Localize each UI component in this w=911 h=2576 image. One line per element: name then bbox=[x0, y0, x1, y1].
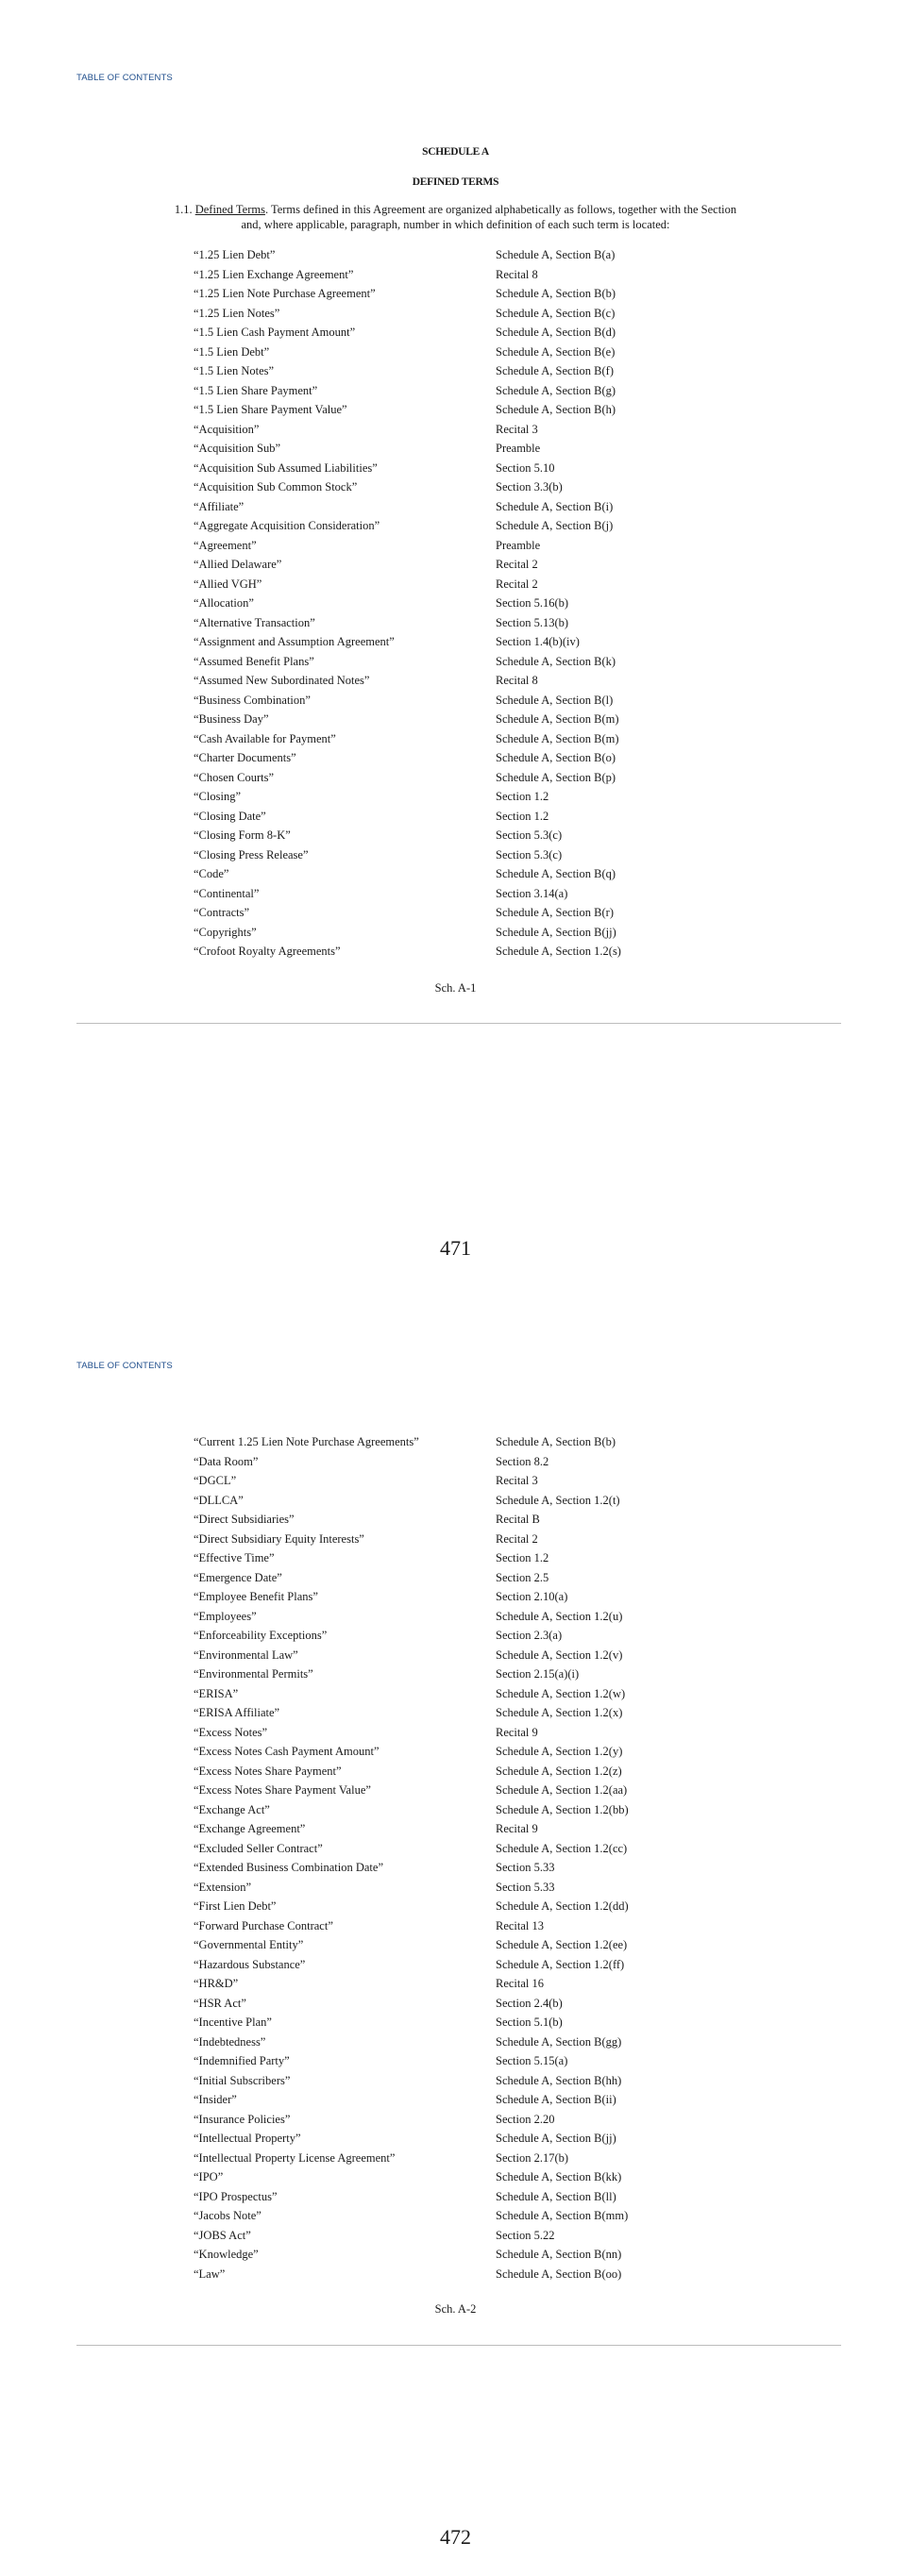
defined-term: “Closing” bbox=[194, 790, 241, 803]
term-row bbox=[194, 671, 684, 691]
term-row bbox=[194, 1878, 684, 1898]
defined-term: “Assumed Benefit Plans” bbox=[194, 654, 314, 668]
term-reference: Section 1.2 bbox=[496, 809, 549, 823]
term-row bbox=[194, 1994, 684, 2014]
term-row bbox=[194, 536, 684, 556]
term-row bbox=[194, 459, 684, 478]
term-row bbox=[194, 2129, 684, 2149]
term-reference: Schedule A, Section B(k) bbox=[496, 654, 616, 668]
term-reference: Schedule A, Section B(g) bbox=[496, 383, 616, 397]
term-row bbox=[194, 923, 684, 943]
term-reference: Schedule A, Section B(kk) bbox=[496, 2170, 622, 2183]
term-reference: Schedule A, Section B(b) bbox=[496, 1435, 616, 1448]
term-reference: Section 2.5 bbox=[496, 1570, 549, 1584]
term-reference: Section 5.33 bbox=[496, 1880, 555, 1894]
defined-term: “1.25 Lien Exchange Agreement” bbox=[194, 267, 354, 281]
term-reference: Schedule A, Section 1.2(s) bbox=[496, 945, 621, 958]
term-reference: Recital 9 bbox=[496, 1822, 538, 1835]
term-row bbox=[194, 787, 684, 807]
defined-term: “DLLCA” bbox=[194, 1493, 244, 1507]
term-row bbox=[194, 2013, 684, 2032]
defined-term: “Contracts” bbox=[194, 906, 250, 919]
term-row bbox=[194, 265, 684, 285]
term-reference: Recital 9 bbox=[496, 1725, 538, 1739]
defined-term: “1.5 Lien Share Payment Value” bbox=[194, 403, 347, 416]
defined-term: “Acquisition Sub Assumed Liabilities” bbox=[194, 460, 378, 475]
term-reference: Schedule A, Section 1.2(x) bbox=[496, 1706, 623, 1719]
term-row bbox=[194, 1664, 684, 1684]
defined-term: “Environmental Law” bbox=[194, 1648, 298, 1662]
term-row bbox=[194, 1626, 684, 1646]
defined-term: “Excess Notes” bbox=[194, 1725, 268, 1739]
term-reference: Recital 8 bbox=[496, 267, 538, 281]
term-reference: Section 5.3(c) bbox=[496, 847, 563, 861]
term-reference: Schedule A, Section 1.2(ee) bbox=[496, 1938, 628, 1951]
term-reference: Section 5.3(c) bbox=[496, 828, 563, 842]
intro-paragraph bbox=[170, 202, 741, 232]
term-row bbox=[194, 768, 684, 788]
term-reference: Schedule A, Section 1.2(w) bbox=[496, 1686, 626, 1700]
term-row bbox=[194, 942, 684, 962]
term-reference: Recital 16 bbox=[496, 1977, 545, 1990]
table-of-contents-link[interactable]: TABLE OF CONTENTS bbox=[76, 1361, 173, 1371]
defined-term: “Allocation” bbox=[194, 596, 254, 610]
defined-term: “Exchange Act” bbox=[194, 1802, 270, 1816]
term-reference: Schedule A, Section B(m) bbox=[496, 712, 619, 726]
term-row bbox=[194, 2090, 684, 2110]
defined-term: “Knowledge” bbox=[194, 2248, 259, 2261]
defined-term: “Closing Date” bbox=[194, 809, 266, 823]
term-reference: Section 5.1(b) bbox=[496, 2016, 563, 2029]
defined-terms-list-page-1 bbox=[194, 245, 684, 962]
defined-term: “Allied Delaware” bbox=[194, 558, 282, 571]
term-row bbox=[194, 343, 684, 362]
term-reference: Section 2.15(a)(i) bbox=[496, 1667, 580, 1681]
term-reference: Recital B bbox=[496, 1513, 540, 1526]
term-row bbox=[194, 420, 684, 440]
term-row bbox=[194, 1762, 684, 1781]
term-reference: Schedule A, Section 1.2(v) bbox=[496, 1648, 623, 1662]
term-reference: Section 8.2 bbox=[496, 1454, 549, 1468]
term-reference: Section 2.3(a) bbox=[496, 1629, 563, 1642]
term-row bbox=[194, 2032, 684, 2052]
intro-body: . Terms defined in this Agreement are organized alphabetically as follows, together with the Section and, where applicable, paragraph, number in which definition of each such term is located: bbox=[241, 203, 737, 231]
term-row bbox=[194, 691, 684, 711]
term-row bbox=[194, 1510, 684, 1530]
term-reference: Schedule A, Section B(m) bbox=[496, 731, 619, 745]
term-row bbox=[194, 1452, 684, 1472]
defined-term: “Acquisition” bbox=[194, 422, 260, 436]
term-reference: Section 5.16(b) bbox=[496, 596, 569, 610]
defined-term: “Code” bbox=[194, 867, 229, 880]
term-reference: Schedule A, Section B(h) bbox=[496, 403, 616, 416]
defined-term: “Continental” bbox=[194, 886, 260, 900]
intro-underlined-heading: Defined Terms bbox=[194, 203, 265, 216]
defined-term: “1.25 Lien Notes” bbox=[194, 306, 280, 320]
term-reference: Section 2.20 bbox=[496, 2112, 555, 2126]
term-reference: Recital 2 bbox=[496, 1531, 538, 1546]
term-reference: Schedule A, Section 1.2(bb) bbox=[496, 1802, 629, 1816]
defined-terms-list-page-2 bbox=[194, 1432, 684, 2283]
defined-term: “Business Day” bbox=[194, 712, 269, 726]
defined-term: “ERISA Affiliate” bbox=[194, 1706, 280, 1719]
term-reference: Recital 13 bbox=[496, 1918, 545, 1932]
term-row bbox=[194, 2110, 684, 2130]
term-reference: Recital 3 bbox=[496, 1474, 538, 1487]
defined-term: “Emergence Date” bbox=[194, 1570, 282, 1584]
term-row bbox=[194, 2226, 684, 2246]
term-row bbox=[194, 1916, 684, 1936]
defined-term: “1.5 Lien Notes” bbox=[194, 364, 275, 377]
term-row bbox=[194, 1432, 684, 1452]
term-row bbox=[194, 304, 684, 324]
term-reference: Schedule A, Section B(b) bbox=[496, 287, 616, 300]
term-row bbox=[194, 903, 684, 923]
defined-term: “Closing Form 8-K” bbox=[194, 828, 291, 842]
term-row bbox=[194, 2051, 684, 2071]
term-reference: Schedule A, Section 1.2(u) bbox=[496, 1609, 623, 1623]
term-row bbox=[194, 1839, 684, 1859]
term-reference: Schedule A, Section 1.2(t) bbox=[496, 1493, 620, 1507]
term-row bbox=[194, 1587, 684, 1607]
page-footer: Sch. A-2 bbox=[434, 2302, 477, 2316]
defined-term: “1.5 Lien Cash Payment Amount” bbox=[194, 326, 356, 339]
defined-term: “Employees” bbox=[194, 1609, 257, 1623]
term-row bbox=[194, 1819, 684, 1839]
section-title: DEFINED TERMS bbox=[412, 176, 499, 188]
defined-term: “DGCL” bbox=[194, 1474, 237, 1487]
defined-term: “Forward Purchase Contract” bbox=[194, 1918, 333, 1932]
term-reference: Schedule A, Section B(j) bbox=[496, 519, 614, 532]
term-row bbox=[194, 1858, 684, 1878]
defined-term: “Initial Subscribers” bbox=[194, 2073, 291, 2087]
term-reference: Section 1.2 bbox=[496, 1551, 549, 1564]
term-row bbox=[194, 2187, 684, 2207]
term-reference: Schedule A, Section B(oo) bbox=[496, 2267, 622, 2281]
defined-term: “Cash Available for Payment” bbox=[194, 731, 336, 745]
defined-term: “Incentive Plan” bbox=[194, 2016, 272, 2029]
term-reference: Section 2.17(b) bbox=[496, 2150, 569, 2165]
term-reference: Schedule A, Section B(p) bbox=[496, 770, 616, 784]
defined-term: “1.25 Lien Debt” bbox=[194, 248, 276, 261]
term-row bbox=[194, 323, 684, 343]
defined-term: “Governmental Entity” bbox=[194, 1938, 304, 1951]
term-reference: Schedule A, Section B(ll) bbox=[496, 2189, 616, 2203]
term-row bbox=[194, 729, 684, 749]
defined-term: “Affiliate” bbox=[194, 499, 245, 513]
defined-term: “Hazardous Substance” bbox=[194, 1957, 306, 1971]
term-reference: Section 3.14(a) bbox=[496, 886, 568, 900]
term-reference: Section 5.33 bbox=[496, 1861, 555, 1874]
defined-term: “1.5 Lien Debt” bbox=[194, 344, 270, 359]
term-row bbox=[194, 245, 684, 265]
term-row bbox=[194, 381, 684, 401]
defined-term: “Exchange Agreement” bbox=[194, 1822, 306, 1835]
term-row bbox=[194, 710, 684, 729]
term-row bbox=[194, 864, 684, 884]
defined-term: “Allied VGH” bbox=[194, 577, 262, 591]
defined-term: “Indemnified Party” bbox=[194, 2054, 290, 2067]
term-row bbox=[194, 439, 684, 459]
defined-term: “Assignment and Assumption Agreement” bbox=[194, 635, 395, 648]
defined-term: “Crofoot Royalty Agreements” bbox=[194, 945, 341, 958]
defined-term: “IPO Prospectus” bbox=[194, 2189, 278, 2203]
term-reference: Schedule A, Section 1.2(ff) bbox=[496, 1957, 625, 1971]
table-of-contents-link[interactable]: TABLE OF CONTENTS bbox=[76, 73, 173, 83]
defined-term: “Charter Documents” bbox=[194, 751, 296, 764]
term-reference: Section 2.4(b) bbox=[496, 1996, 563, 2010]
defined-term: “Excess Notes Share Payment” bbox=[194, 1764, 342, 1778]
term-reference: Schedule A, Section B(o) bbox=[496, 751, 616, 764]
defined-term: “Excluded Seller Contract” bbox=[194, 1841, 323, 1855]
term-row bbox=[194, 477, 684, 497]
term-reference: Schedule A, Section B(i) bbox=[496, 499, 614, 513]
term-reference: Schedule A, Section 1.2(y) bbox=[496, 1745, 623, 1758]
term-row bbox=[194, 1530, 684, 1549]
term-reference: Schedule A, Section 1.2(cc) bbox=[496, 1841, 628, 1855]
term-reference: Section 1.2 bbox=[496, 790, 549, 803]
defined-term: “ERISA” bbox=[194, 1686, 239, 1700]
term-row bbox=[194, 1955, 684, 1975]
defined-term: “JOBS Act” bbox=[194, 2228, 251, 2242]
term-row bbox=[194, 400, 684, 420]
term-row bbox=[194, 807, 684, 827]
term-reference: Schedule A, Section B(ii) bbox=[496, 2093, 616, 2106]
term-reference: Schedule A, Section B(mm) bbox=[496, 2209, 629, 2222]
term-reference: Preamble bbox=[496, 442, 541, 455]
term-reference: Section 5.13(b) bbox=[496, 615, 569, 629]
term-reference: Schedule A, Section B(jj) bbox=[496, 925, 616, 939]
intro-prefix: 1.1. bbox=[174, 203, 195, 216]
term-reference: Section 5.22 bbox=[496, 2228, 555, 2242]
defined-term: “Acquisition Sub Common Stock” bbox=[194, 480, 358, 493]
defined-term: “HR&D” bbox=[194, 1977, 239, 1990]
term-row bbox=[194, 2167, 684, 2187]
term-row bbox=[194, 1742, 684, 1762]
term-reference: Section 1.4(b)(iv) bbox=[496, 635, 580, 648]
defined-term: “Data Room” bbox=[194, 1454, 259, 1468]
defined-term: “Effective Time” bbox=[194, 1551, 275, 1564]
term-row bbox=[194, 1800, 684, 1820]
term-reference: Preamble bbox=[496, 538, 541, 552]
defined-term: “HSR Act” bbox=[194, 1996, 246, 2010]
defined-term: “1.5 Lien Share Payment” bbox=[194, 383, 318, 397]
term-reference: Section 3.3(b) bbox=[496, 480, 563, 493]
term-reference: Schedule A, Section B(f) bbox=[496, 364, 614, 377]
term-reference: Schedule A, Section B(l) bbox=[496, 693, 614, 707]
term-row bbox=[194, 497, 684, 517]
defined-term: “Intellectual Property” bbox=[194, 2132, 301, 2145]
page-number: 471 bbox=[440, 1236, 471, 1260]
defined-term: “Current 1.25 Lien Note Purchase Agreements” bbox=[194, 1435, 419, 1448]
term-row bbox=[194, 1491, 684, 1511]
term-row bbox=[194, 1703, 684, 1723]
term-reference: Schedule A, Section 1.2(aa) bbox=[496, 1783, 628, 1797]
term-row bbox=[194, 575, 684, 594]
term-row bbox=[194, 594, 684, 613]
defined-term: “Indebtedness” bbox=[194, 2034, 266, 2049]
term-reference: Schedule A, Section B(e) bbox=[496, 344, 616, 359]
defined-term: “Agreement” bbox=[194, 538, 257, 552]
defined-term: “Direct Subsidiary Equity Interests” bbox=[194, 1531, 364, 1546]
term-row bbox=[194, 1974, 684, 1994]
term-row bbox=[194, 632, 684, 652]
defined-term: “Copyrights” bbox=[194, 925, 257, 939]
term-row bbox=[194, 361, 684, 381]
term-row bbox=[194, 1646, 684, 1665]
term-reference: Recital 2 bbox=[496, 558, 538, 571]
defined-term: “Chosen Courts” bbox=[194, 770, 275, 784]
term-row bbox=[194, 2071, 684, 2091]
defined-term: “Alternative Transaction” bbox=[194, 615, 315, 629]
defined-term: “Business Combination” bbox=[194, 693, 311, 707]
term-row bbox=[194, 1897, 684, 1916]
term-reference: Recital 2 bbox=[496, 577, 538, 591]
term-row bbox=[194, 1471, 684, 1491]
term-row bbox=[194, 2149, 684, 2168]
term-reference: Schedule A, Section B(a) bbox=[496, 248, 616, 261]
term-reference: Schedule A, Section B(d) bbox=[496, 326, 616, 339]
term-row bbox=[194, 555, 684, 575]
term-row bbox=[194, 2206, 684, 2226]
defined-term: “1.25 Lien Note Purchase Agreement” bbox=[194, 287, 376, 300]
term-reference: Schedule A, Section B(q) bbox=[496, 867, 616, 880]
defined-term: “IPO” bbox=[194, 2170, 224, 2183]
term-row bbox=[194, 1781, 684, 1800]
defined-term: “Environmental Permits” bbox=[194, 1667, 313, 1681]
term-row bbox=[194, 652, 684, 672]
defined-term: “Assumed New Subordinated Notes” bbox=[194, 674, 370, 687]
page-divider bbox=[76, 1023, 841, 1024]
term-row bbox=[194, 284, 684, 304]
term-row bbox=[194, 1568, 684, 1588]
term-row bbox=[194, 884, 684, 904]
term-row bbox=[194, 1607, 684, 1627]
term-row bbox=[194, 2265, 684, 2284]
defined-term: “Insurance Policies” bbox=[194, 2112, 291, 2126]
term-reference: Schedule A, Section B(gg) bbox=[496, 2034, 622, 2049]
term-row bbox=[194, 845, 684, 865]
defined-term: “Jacobs Note” bbox=[194, 2209, 261, 2222]
term-reference: Section 2.10(a) bbox=[496, 1590, 568, 1603]
term-reference: Schedule A, Section B(nn) bbox=[496, 2248, 622, 2261]
defined-term: “Employee Benefit Plans” bbox=[194, 1590, 318, 1603]
term-row bbox=[194, 748, 684, 768]
page-number: 472 bbox=[440, 2525, 471, 2549]
term-row bbox=[194, 1684, 684, 1704]
term-reference: Section 5.15(a) bbox=[496, 2054, 568, 2067]
defined-term: “First Lien Debt” bbox=[194, 1899, 277, 1913]
defined-term: “Insider” bbox=[194, 2093, 237, 2106]
term-row bbox=[194, 516, 684, 536]
page-divider bbox=[76, 2345, 841, 2346]
page-footer: Sch. A-1 bbox=[434, 981, 477, 995]
term-row bbox=[194, 826, 684, 845]
defined-term: “Extension” bbox=[194, 1880, 252, 1894]
term-row bbox=[194, 2245, 684, 2265]
defined-term: “Extended Business Combination Date” bbox=[194, 1861, 384, 1874]
term-reference: Schedule A, Section B(c) bbox=[496, 306, 616, 320]
term-row bbox=[194, 613, 684, 633]
term-row bbox=[194, 1723, 684, 1743]
defined-term: “Intellectual Property License Agreement” bbox=[194, 2150, 396, 2165]
defined-term: “Closing Press Release” bbox=[194, 847, 309, 861]
term-reference: Schedule A, Section B(hh) bbox=[496, 2073, 622, 2087]
defined-term: “Enforceability Exceptions” bbox=[194, 1629, 328, 1642]
defined-term: “Direct Subsidiaries” bbox=[194, 1513, 295, 1526]
term-reference: Schedule A, Section 1.2(dd) bbox=[496, 1899, 629, 1913]
term-reference: Section 5.10 bbox=[496, 460, 555, 475]
term-row bbox=[194, 1935, 684, 1955]
defined-term: “Excess Notes Share Payment Value” bbox=[194, 1783, 371, 1797]
term-reference: Schedule A, Section B(jj) bbox=[496, 2132, 616, 2145]
term-reference: Recital 3 bbox=[496, 422, 538, 436]
term-row bbox=[194, 1548, 684, 1568]
term-reference: Recital 8 bbox=[496, 674, 538, 687]
schedule-title: SCHEDULE A bbox=[422, 146, 489, 158]
term-reference: Schedule A, Section 1.2(z) bbox=[496, 1764, 622, 1778]
defined-term: “Excess Notes Cash Payment Amount” bbox=[194, 1745, 380, 1758]
term-reference: Schedule A, Section B(r) bbox=[496, 906, 614, 919]
defined-term: “Law” bbox=[194, 2267, 226, 2281]
defined-term: “Aggregate Acquisition Consideration” bbox=[194, 519, 380, 532]
defined-term: “Acquisition Sub” bbox=[194, 442, 281, 455]
